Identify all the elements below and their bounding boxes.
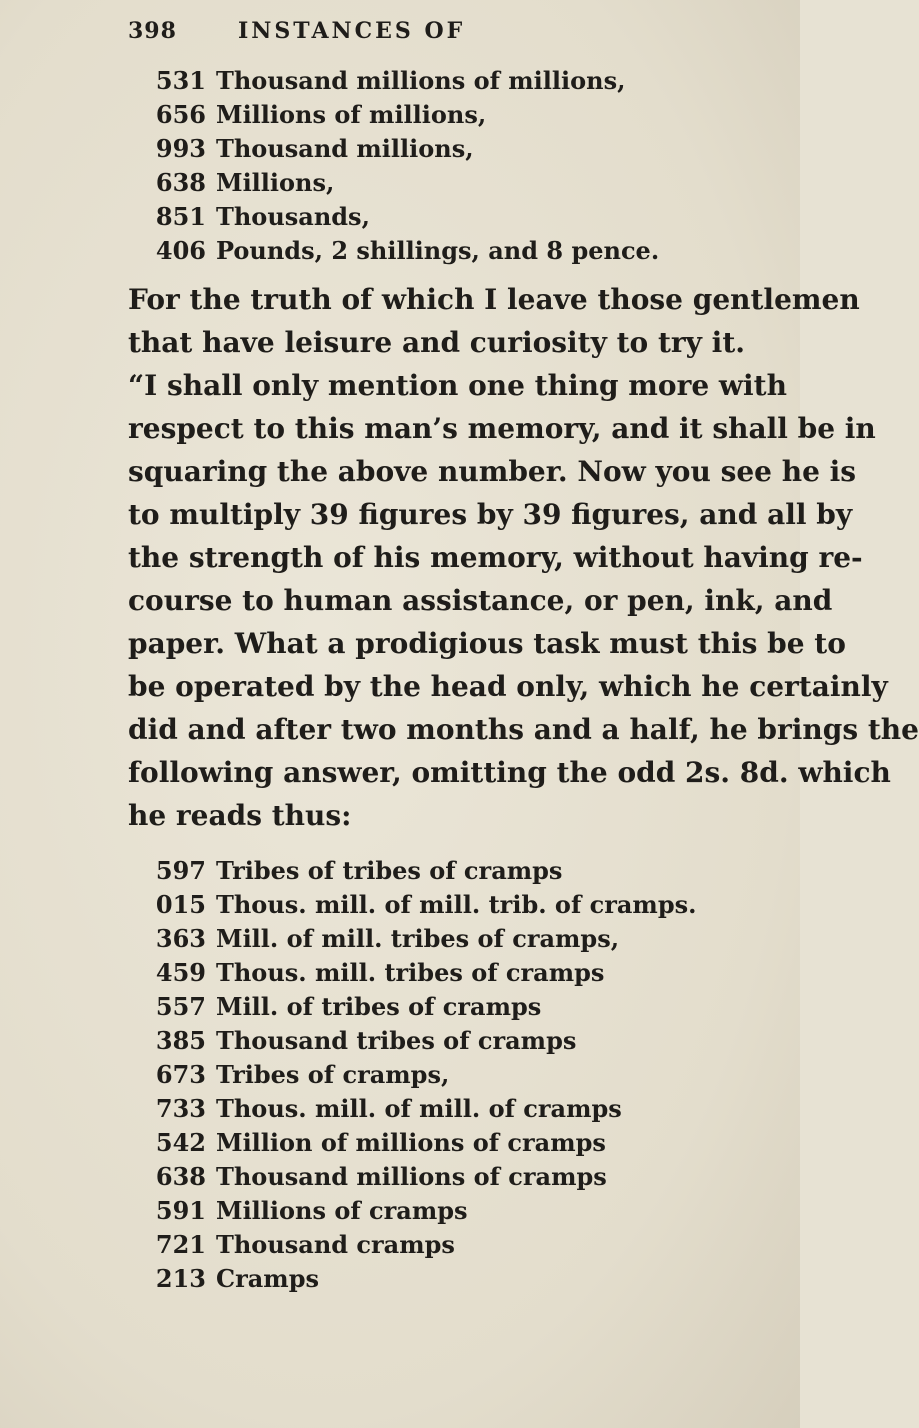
list-item xyxy=(150,100,486,129)
list-item-text: Thousands, xyxy=(216,202,370,231)
list-item-text: Millions of cramps xyxy=(216,1196,468,1225)
list-item-text: Thousand millions of millions, xyxy=(216,66,626,95)
list-item-number: 531 xyxy=(155,66,206,95)
list-item-text: Thousand tribes of cramps xyxy=(216,1026,577,1055)
list-item xyxy=(150,1094,622,1123)
list-item xyxy=(150,1026,576,1055)
list-item xyxy=(150,1196,468,1225)
list-item-text: Thous. mill. of mill. of cramps xyxy=(216,1094,622,1123)
list-item xyxy=(150,856,562,885)
list-item xyxy=(150,958,604,987)
paragraph-line: course to human assistance, or pen, ink, and xyxy=(128,584,833,617)
list-item-number: 015 xyxy=(155,890,206,919)
list-item-text: Millions, xyxy=(216,168,335,197)
paragraph-line: “I shall only mention one thing more with xyxy=(128,369,787,402)
running-title: INSTANCES OF xyxy=(238,18,466,44)
paragraph-line: following answer, omitting the odd 2s. 8d. which xyxy=(128,756,891,789)
list-item-number: 406 xyxy=(155,236,206,265)
paragraph-line: that have leisure and curiosity to try it. xyxy=(128,326,745,359)
list-item xyxy=(150,1128,606,1157)
list-item xyxy=(150,202,370,231)
paragraph-line: he reads thus: xyxy=(128,799,352,832)
list-item xyxy=(150,66,625,95)
list-item-number: 459 xyxy=(155,958,206,987)
list-item-text: Tribes of tribes of cramps xyxy=(216,856,563,885)
list-item xyxy=(150,890,696,919)
list-item-text: Millions of millions, xyxy=(216,100,487,129)
list-item-number: 851 xyxy=(155,202,206,231)
list-item-text: Cramps xyxy=(216,1264,319,1293)
paragraph-line: to multiply 39 figures by 39 figures, and all by xyxy=(128,498,853,531)
list-item-text: Mill. of tribes of cramps xyxy=(216,992,542,1021)
list-item xyxy=(150,1264,319,1293)
list-item-text: Million of millions of cramps xyxy=(216,1128,606,1157)
list-item-text: Thousand millions of cramps xyxy=(216,1162,607,1191)
list-item-number: 673 xyxy=(155,1060,206,1089)
list-item xyxy=(150,236,659,265)
list-item xyxy=(150,1060,449,1089)
paragraph-line: respect to this man’s memory, and it shall be in xyxy=(128,412,876,445)
list-item-text: Tribes of cramps, xyxy=(216,1060,450,1089)
list-item-text: Pounds, 2 shillings, and 8 pence. xyxy=(216,236,660,265)
list-item xyxy=(150,168,334,197)
list-item-number: 733 xyxy=(155,1094,206,1123)
list-item-number: 721 xyxy=(155,1230,206,1259)
list-item-number: 638 xyxy=(155,1162,206,1191)
list-item xyxy=(150,924,619,953)
paragraph-line: be operated by the head only, which he certainly xyxy=(128,670,888,703)
page-number: 398 xyxy=(128,18,177,44)
list-item xyxy=(150,134,474,163)
list-item xyxy=(150,992,541,1021)
list-item-number: 597 xyxy=(155,856,206,885)
list-item-number: 542 xyxy=(155,1128,206,1157)
body-paragraph xyxy=(128,278,919,837)
list-item-number: 638 xyxy=(155,168,206,197)
list-item-number: 385 xyxy=(155,1026,206,1055)
list-item-number: 363 xyxy=(155,924,206,953)
list-item-text: Thousand cramps xyxy=(216,1230,455,1259)
paragraph-line: the strength of his memory, without having re- xyxy=(128,541,863,574)
list-item xyxy=(150,1230,455,1259)
list-item-text: Thous. mill. of mill. trib. of cramps. xyxy=(216,890,697,919)
list-item-number: 213 xyxy=(155,1264,206,1293)
list-item-text: Thousand millions, xyxy=(216,134,474,163)
list-item-text: Mill. of mill. tribes of cramps, xyxy=(216,924,620,953)
list-item-number: 557 xyxy=(155,992,206,1021)
list-item-text: Thous. mill. tribes of cramps xyxy=(216,958,605,987)
list-item-number: 656 xyxy=(155,100,206,129)
list-item-number: 993 xyxy=(155,134,206,163)
paragraph-line: For the truth of which I leave those gentlemen xyxy=(128,283,860,316)
list-item-number: 591 xyxy=(155,1196,206,1225)
paragraph-line: squaring the above number. Now you see he is xyxy=(128,455,857,488)
paragraph-line: did and after two months and a half, he brings the xyxy=(128,713,919,746)
list-item xyxy=(150,1162,607,1191)
paragraph-line: paper. What a prodigious task must this be to xyxy=(128,627,846,660)
